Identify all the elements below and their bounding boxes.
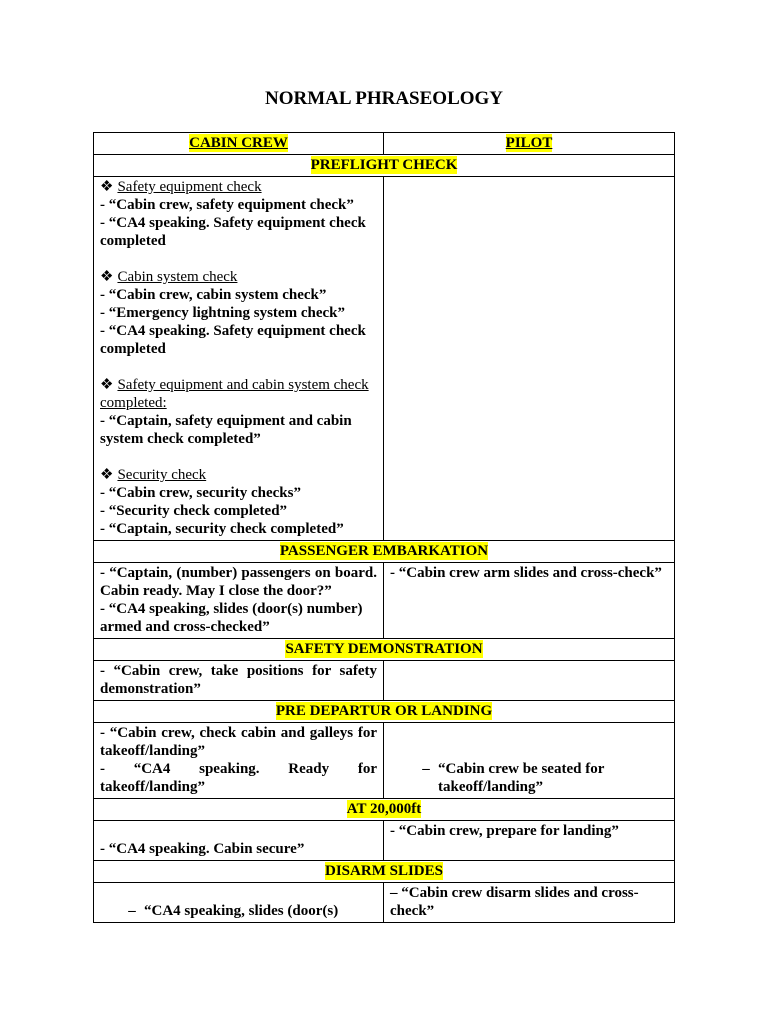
section-title-cell [94, 861, 675, 883]
document-title: NORMAL PHRASEOLOGY [264, 88, 504, 109]
phrase-line: - “Cabin crew arm slides and cross-check” [390, 565, 662, 581]
preflight-safety-heading: ❖ Safety equipment check [100, 179, 262, 195]
preflight-pilot-cell [384, 177, 675, 541]
at20000-content-row [94, 821, 675, 861]
phrase-line: - “CA4 speaking. Safety equipment check completed [100, 323, 366, 357]
demonstration-cabin-crew-cell [94, 661, 384, 701]
table-header-row [94, 133, 675, 155]
at20000-cabin-crew-cell [94, 821, 384, 861]
demonstration-pilot-cell [384, 661, 675, 701]
section-row-disarm [94, 861, 675, 883]
section-title-cell [94, 541, 675, 563]
disarm-cabin-crew-cell [94, 883, 384, 923]
diamond-bullet-icon: ❖ [100, 179, 114, 195]
preflight-both-heading: ❖ Safety equipment and cabin system check completed: [100, 377, 369, 411]
phraseology-table [93, 132, 675, 923]
phrase-line: – “Cabin crew disarm slides and cross-check” [390, 885, 639, 919]
diamond-bullet-icon: ❖ [100, 377, 114, 393]
predeparture-content-row [94, 723, 675, 799]
preflight-cabin-crew-cell [94, 177, 384, 541]
predeparture-pilot-cell [384, 723, 675, 799]
section-row-embarkation [94, 541, 675, 563]
phrase-line: - “Captain, (number) passengers on board. Cabin ready. May I close the door?” [100, 565, 377, 599]
phrase-line: - “Cabin crew, security checks” [100, 485, 301, 501]
preflight-content-row [94, 177, 675, 541]
phrase-line: - “Cabin crew, cabin system check” [100, 287, 327, 303]
section-row-demonstration [94, 639, 675, 661]
section-title: AT 20,000ft [346, 801, 422, 817]
phrase-line: - “CA4 speaking. Ready for takeoff/landing” [100, 761, 377, 795]
preflight-security-heading: ❖ Security check [100, 467, 207, 483]
section-title-cell [94, 155, 675, 177]
demonstration-content-row [94, 661, 675, 701]
disarm-pilot-cell [384, 883, 675, 923]
section-title: DISARM SLIDES [325, 863, 443, 879]
diamond-bullet-icon: ❖ [100, 467, 114, 483]
section-title: PRE DEPARTUR OR LANDING [275, 703, 493, 719]
phrase-line: - “Emergency lightning system check” [100, 305, 345, 321]
phrase-line: - “Captain, safety equipment and cabin system check completed” [100, 413, 352, 447]
section-row-at20000 [94, 799, 675, 821]
embarkation-cabin-crew-cell [94, 563, 384, 639]
section-title-cell [94, 799, 675, 821]
section-title-cell [94, 701, 675, 723]
phrase-line: - “Cabin crew, check cabin and galleys for takeoff/landing” [100, 725, 377, 759]
embarkation-content-row [94, 563, 675, 639]
disarm-content-row [94, 883, 675, 923]
section-title: PASSENGER EMBARKATION [279, 543, 489, 559]
header-pilot: PILOT [384, 133, 675, 155]
predeparture-cabin-crew-cell [94, 723, 384, 799]
phrase-line: - “Cabin crew, take positions for safety demonstration” [100, 663, 377, 697]
phrase-line: - “Security check completed” [100, 503, 288, 519]
preflight-cabin-heading: ❖ Cabin system check [100, 269, 238, 285]
section-title: SAFETY DEMONSTRATION [285, 641, 483, 657]
diamond-bullet-icon: ❖ [100, 269, 114, 285]
header-cabin-crew: CABIN CREW [94, 133, 384, 155]
at20000-pilot-cell [384, 821, 675, 861]
phrase-line: – “Cabin crew be seated for takeoff/landing” [422, 761, 605, 795]
phrase-line: - “CA4 speaking. Cabin secure” [100, 841, 305, 857]
phrase-line: - “Cabin crew, safety equipment check” [100, 197, 354, 213]
section-row-preflight [94, 155, 675, 177]
phrase-line: - “Captain, security check completed” [100, 521, 344, 537]
embarkation-pilot-cell [384, 563, 675, 639]
phrase-line: - “CA4 speaking, slides (door(s) number) armed and cross-checked” [100, 601, 363, 635]
section-row-predeparture [94, 701, 675, 723]
section-title: PREFLIGHT CHECK [310, 157, 458, 173]
section-title-cell [94, 639, 675, 661]
phrase-line: - “Cabin crew, prepare for landing” [390, 823, 619, 839]
phrase-line: - “CA4 speaking. Safety equipment check completed [100, 215, 366, 249]
phrase-line: – “CA4 speaking, slides (door(s) [128, 903, 339, 919]
